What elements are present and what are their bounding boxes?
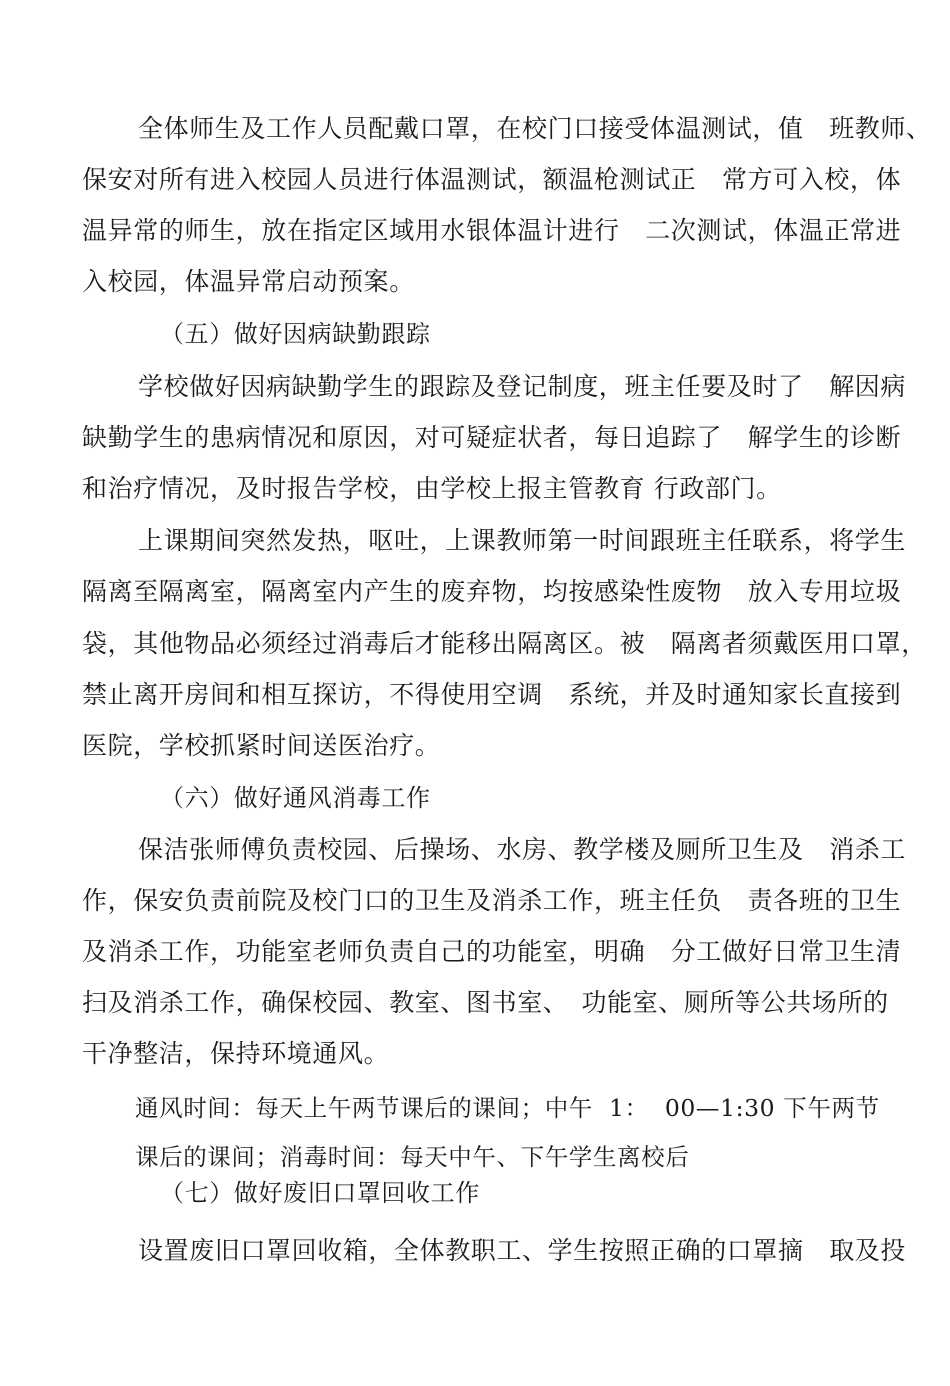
text-line: 上课期间突然发热，呕吐，上课教师第一时间跟班主任联系，将学生 [138,526,907,555]
text-line: 通风时间：每天上午两节课后的课间；中午 1： 00—1:30 下午两节 [135,1094,880,1122]
text-line: 温异常的师生，放在指定区域用水银体温计进行 二次测试，体温正常进 [82,216,902,245]
text-line: 保安对所有进入校园人员进行体温测试，额温枪测试正 常方可入校，体 [82,165,902,194]
section-heading: （六）做好通风消毒工作 [160,784,431,812]
text-line: 作，保安负责前院及校门口的卫生及消杀工作，班主任负 责各班的卫生 [82,886,902,915]
text-line: 禁止离开房间和相互探访，不得使用空调 系统，并及时通知家长直接到 [82,680,902,709]
text-line: 学校做好因病缺勤学生的跟踪及登记制度，班主任要及时了 解因病 [138,372,907,401]
text-line: 设置废旧口罩回收箱，全体教职工、学生按照正确的口罩摘 取及投 [138,1236,907,1265]
text-line: 缺勤学生的患病情况和原因，对可疑症状者，每日追踪了 解学生的诊断 [82,423,902,452]
text-line: 课后的课间；消毒时间：每天中午、下午学生离校后 [135,1143,690,1171]
text-line: 袋，其他物品必须经过消毒后才能移出隔离区。被 隔离者须戴医用口罩， [82,629,927,658]
text-line: 及消杀工作，功能室老师负责自己的功能室，明确 分工做好日常卫生清 [82,937,902,966]
text-line: 隔离至隔离室，隔离室内产生的废弃物，均按感染性废物 放入专用垃圾 [82,577,902,606]
text-line: 医院，学校抓紧时间送医治疗。 [82,731,441,760]
section-heading: （五）做好因病缺勤跟踪 [160,320,431,348]
text-line: 干净整洁，保持环境通风。 [82,1039,390,1068]
text-line: 保洁张师傅负责校园、后操场、水房、教学楼及厕所卫生及 消杀工 [138,835,907,864]
text-line: 扫及消杀工作，确保校园、教室、图书室、 功能室、厕所等公共场所的 [82,988,889,1017]
text-line: 和治疗情况，及时报告学校，由学校上报主管教育 行政部门。 [82,474,782,503]
text-line: 入校园，体温异常启动预案。 [82,267,415,296]
section-heading: （七）做好废旧口罩回收工作 [160,1179,480,1207]
text-line: 全体师生及工作人员配戴口罩，在校门口接受体温测试，值 班教师、 [138,114,932,143]
